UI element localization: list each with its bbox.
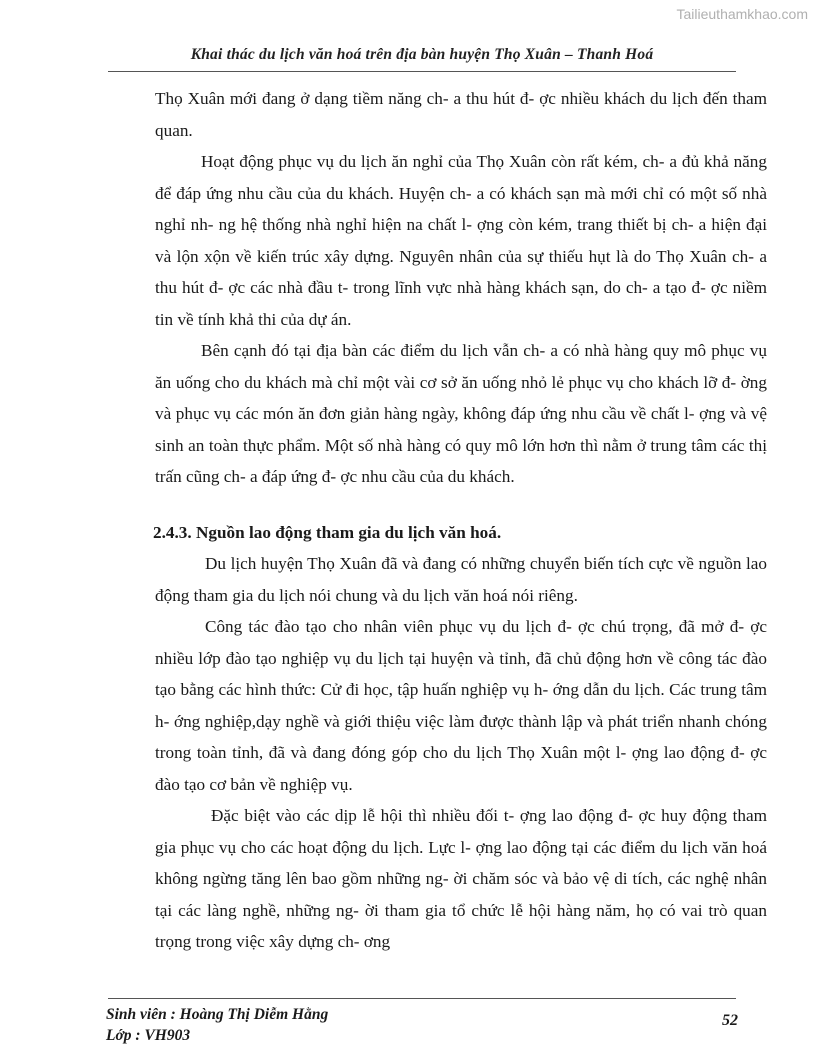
footer-student-name: Sinh viên : Hoàng Thị Diễm Hằng: [106, 1006, 329, 1023]
header-divider: [108, 71, 736, 72]
paragraph-6: Đặc biệt vào các dịp lễ hội thì nhiều đối t- ợng lao động đ- ợc huy động tham gia phục vụ cho các hoạt động du lịch. Lực l- ợng lao động tại các điểm du lịch văn hoá không ngừng tăng lên bao gồm những ng- ời chăm sóc và bảo vệ di tích, các nghệ nhân tại các làng nghề, những ng- ời tham gia tổ chức lễ hội hàng năm, họ có vai trò quan trọng trong việc xây dựng ch- ơng: [155, 806, 767, 951]
paragraph-4: Du lịch huyện Thọ Xuân đã và đang có những chuyển biến tích cực về nguồn lao động tham gia du lịch nói chung và du lịch văn hoá nói riêng.: [155, 554, 767, 605]
document-body: [155, 83, 767, 958]
running-header: Khai thác du lịch văn hoá trên địa bàn huyện Thọ Xuân – Thanh Hoá: [190, 46, 654, 63]
paragraph-1: Thọ Xuân mới đang ở dạng tiềm năng ch- a thu hút đ- ợc nhiều khách du lịch đến tham quan.: [155, 89, 767, 140]
section-heading: 2.4.3. Nguồn lao động tham gia du lịch văn hoá.: [153, 522, 502, 542]
footer-class: Lớp : VH903: [106, 1027, 191, 1044]
watermark-text: Tailieuthamkhao.com: [676, 6, 808, 22]
paragraph-2: Hoạt động phục vụ du lịch ăn nghỉ của Thọ Xuân còn rất kém, ch- a đủ khả năng để đáp ứng nhu cầu của du khách. Huyện ch- a có khách sạn mà mới chỉ có một số nhà nghỉ nh- ng hệ thống nhà nghỉ hiện na chất l- ợng còn kém, trang thiết bị ch- a hiện đại và lộn xộn về kiến trúc xây dựng. Nguyên nhân của sự thiếu hụt là do Thọ Xuân ch- a thu hút đ- ợc các nhà đầu t- trong lĩnh vực nhà hàng khách sạn, do ch- a tạo đ- ợc niềm tin về tính khả thi của dự án.: [155, 152, 767, 329]
page-number: 52: [722, 1012, 738, 1029]
footer-divider: [108, 998, 736, 999]
paragraph-5: Công tác đào tạo cho nhân viên phục vụ du lịch đ- ợc chú trọng, đã mở đ- ợc nhiều lớp đào tạo nghiệp vụ du lịch tại huyện và tỉnh, đã chủ động hơn về công tác đào tạo bằng các hình thức: Cử đi học, tập huấn nghiệp vụ h- ớng dẫn du lịch. Các trung tâm h- ớng nghiệp,dạy nghề và giới thiệu việc làm được thành lập và phát triển nhanh chóng trong toàn tỉnh, đã và đang đóng góp cho du lịch Thọ Xuân một l- ợng lao động đ- ợc đào tạo cơ bản về nghiệp vụ.: [155, 617, 767, 794]
footer-author-block: [106, 1004, 328, 1046]
paragraph-3: Bên cạnh đó tại địa bàn các điểm du lịch vẫn ch- a có nhà hàng quy mô phục vụ ăn uống cho du khách mà chỉ một vài cơ sở ăn uống nhỏ lẻ phục vụ cho khách lỡ đ- ờng và phục vụ các món ăn đơn giản hàng ngày, không đáp ứng nhu cầu về chất l- ợng và vệ sinh an toàn thực phẩm. Một số nhà hàng có quy mô lớn hơn thì nằm ở trung tâm các thị trấn cũng ch- a đáp ứng đ- ợc nhu cầu của du khách.: [155, 341, 767, 486]
